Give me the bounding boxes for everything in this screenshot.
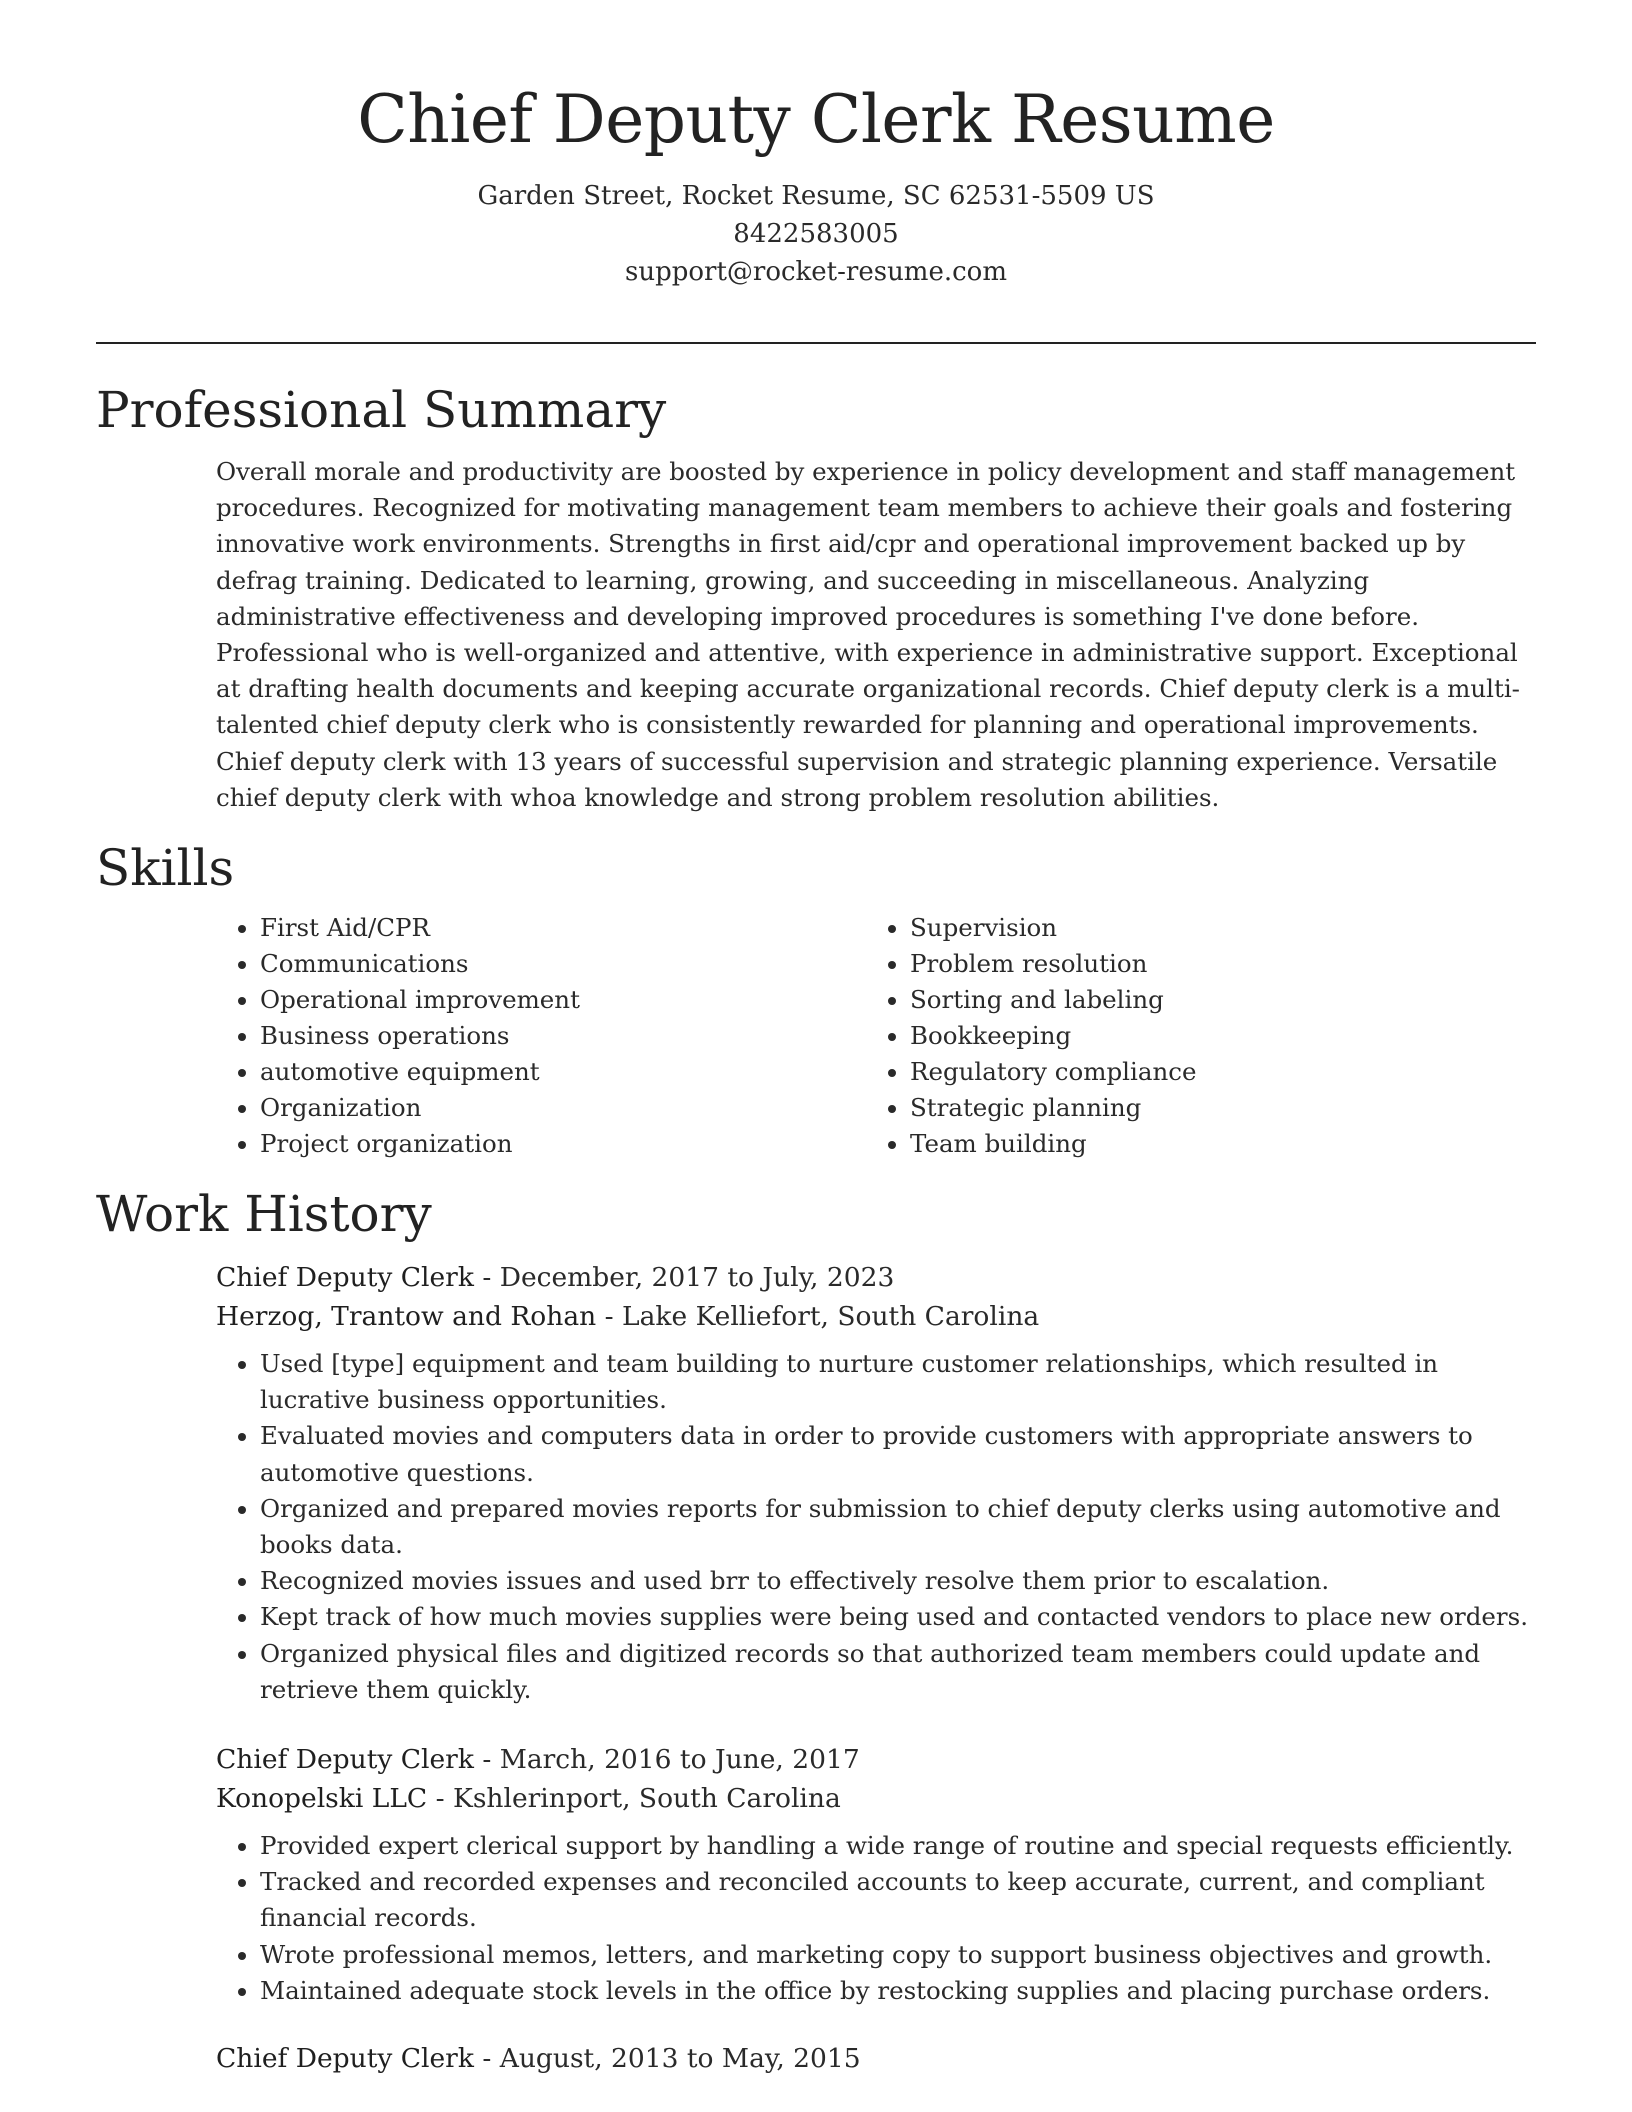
skills-column-1 [216, 910, 866, 1162]
job-bullet: • Wrote professional memos, letters, and marketing copy to support business objectives and growth. [260, 1937, 1538, 1973]
job-dates: - December, 2017 to July, 2023 [473, 1262, 895, 1294]
work-history-heading: Work History [96, 1185, 432, 1244]
job-bullet: • Recognized movies issues and used brr to effectively resolve them prior to escalation. [260, 1563, 1538, 1599]
resume-body [96, 380, 1536, 2078]
skills-heading: Skills [96, 839, 235, 898]
skill-item: • Project organization [260, 1126, 866, 1162]
job-bullet: • Tracked and recorded expenses and reconciled accounts to keep accurate, current, and compliant financial records. [260, 1864, 1538, 1936]
skills-column-2 [866, 910, 1196, 1162]
job-title-line [216, 1258, 1536, 1297]
job-dates: - August, 2013 to May, 2015 [473, 2043, 861, 2075]
job-bullet: • Provided expert clerical support by handling a wide range of routine and special requests efficiently. [260, 1828, 1538, 1864]
skill-item: • Communications [260, 946, 866, 982]
skill-item: • Team building [910, 1126, 1196, 1162]
skill-item: • Operational improvement [260, 982, 866, 1018]
skill-item: • Organization [260, 1090, 866, 1126]
job-bullet: • Organized physical files and digitized records so that authorized team members could update and retrieve them quickly. [260, 1636, 1538, 1708]
job-bullet: • Maintained adequate stock levels in the office by restocking supplies and placing purchase orders. [260, 1973, 1538, 2009]
skills-list [216, 910, 1536, 1162]
skill-item: • automotive equipment [260, 1054, 866, 1090]
job-entry [216, 2039, 1536, 2078]
resume-title: Chief Deputy Clerk Resume [357, 81, 1275, 158]
job-title-line [216, 1740, 1536, 1779]
job-entry [216, 1740, 1536, 2009]
job-title-line [216, 2039, 1536, 2078]
job-role: Chief Deputy Clerk [216, 1744, 474, 1776]
job-role: Chief Deputy Clerk [216, 1262, 474, 1294]
job-company-line [216, 1297, 1536, 1336]
skill-item: • Supervision [910, 910, 1196, 946]
skill-item: • Strategic planning [910, 1090, 1196, 1126]
summary-text: Overall morale and productivity are boosted by experience in policy development and staff management procedures. Recognized for motivating management team members to achieve their goals and fostering innovative work environments. Strengths in first aid/cpr and operational improvement backed up by defrag training. Dedicated to learning, growing, and succeeding in miscellaneous. Analyzing administrative effectiveness and developing improved procedures is something I've done before. Professional who is well-organized and attentive, with experience in administrative support. Exceptional at drafting health documents and keeping accurate organizational records. Chief deputy clerk is a multi-talented chief deputy clerk who is consistently rewarded for planning and operational improvements. Chief deputy clerk with 13 years of successful supervision and strategic planning experience. Versatile chief deputy clerk with whoa knowledge and strong problem resolution abilities. [216, 457, 1520, 812]
skill-item: • Bookkeeping [910, 1018, 1196, 1054]
job-bullets [216, 1828, 1538, 2009]
job-bullet: • Evaluated movies and computers data in order to provide customers with appropriate answers to automotive questions. [260, 1418, 1538, 1490]
job-bullet: • Used [type] equipment and team building to nurture customer relationships, which resulted in lucrative business opportunities. [260, 1346, 1538, 1418]
job-company: Herzog, Trantow and Rohan [216, 1301, 597, 1333]
job-dates: - March, 2016 to June, 2017 [473, 1744, 860, 1776]
job-bullet: • Organized and prepared movies reports for submission to chief deputy clerks using automotive and books data. [260, 1491, 1538, 1563]
job-company-line [216, 1779, 1536, 1818]
summary-heading: Professional Summary [96, 381, 667, 439]
job-role: Chief Deputy Clerk [216, 2043, 474, 2075]
skill-item: • Regulatory compliance [910, 1054, 1196, 1090]
job-bullet: • Kept track of how much movies supplies were being used and contacted vendors to place new orders. [260, 1599, 1538, 1635]
skill-item: • Sorting and labeling [910, 982, 1196, 1018]
contact-block [0, 177, 1632, 291]
job-entry [216, 1258, 1536, 1708]
job-company: Konopelski LLC [216, 1783, 428, 1815]
address: Garden Street, Rocket Resume, SC 62531-5509 US [477, 180, 1155, 211]
resume-header [0, 0, 1632, 291]
job-location: - Lake Kelliefort, South Carolina [596, 1301, 1040, 1333]
job-bullets [216, 1346, 1538, 1708]
phone: 8422583005 [733, 218, 899, 249]
skill-item: • First Aid/CPR [260, 910, 866, 946]
job-location: - Kshlerinport, South Carolina [427, 1783, 841, 1815]
header-divider [96, 342, 1536, 344]
skill-item: • Problem resolution [910, 946, 1196, 982]
skill-item: • Business operations [260, 1018, 866, 1054]
email: support@rocket-resume.com [624, 256, 1007, 287]
